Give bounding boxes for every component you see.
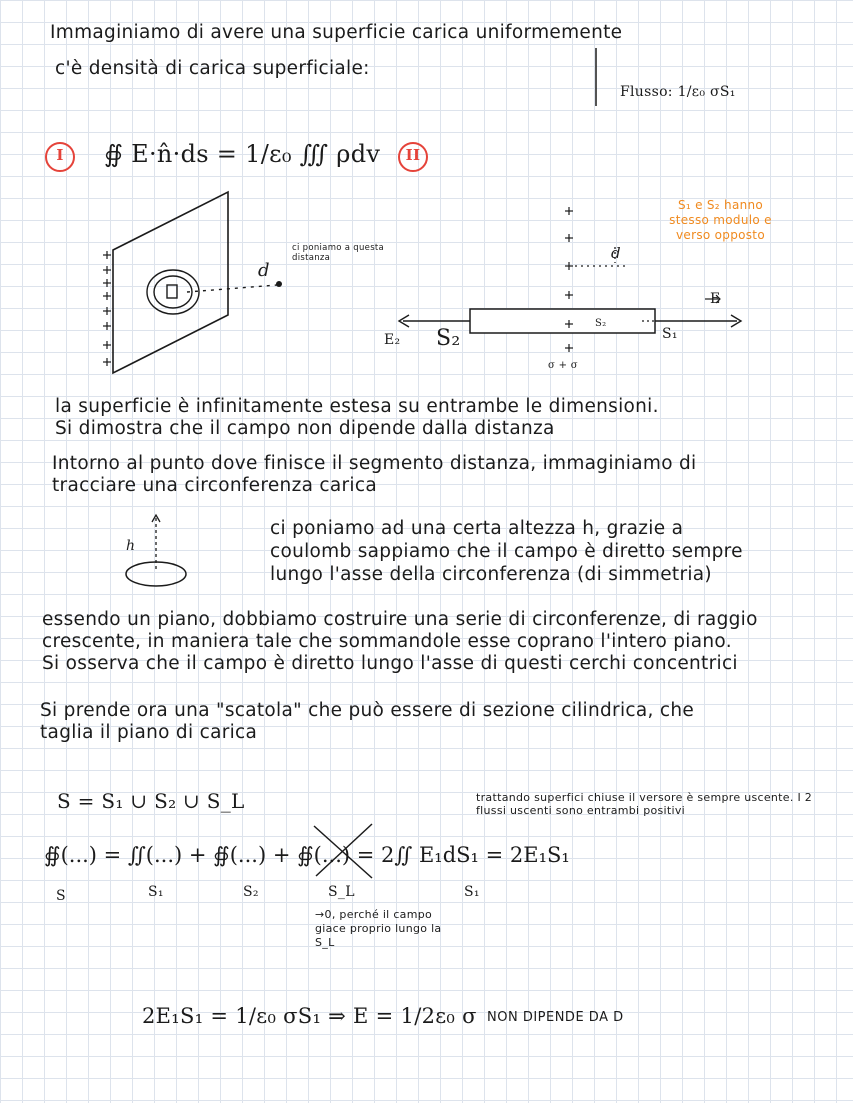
distance-d-right: d <box>611 244 621 262</box>
paragraph-infinite: la superficie è infinitamente estesa su entrambe le dimensioni. <box>55 396 659 417</box>
sub-S2: S₂ <box>243 884 259 900</box>
distance-note: ci poniamo a questa distanza <box>292 243 385 263</box>
paragraph-around: Intorno al punto dove finisce il segmento distanza, immaginiamo di <box>52 453 697 474</box>
integral-equation: ∯(...) = ∬(...) + ∯(...) + ∯(...) = 2∬ E₁dS₁ = 2E₁S₁ <box>44 843 570 867</box>
box-text-2: taglia il piano di carica <box>40 722 258 743</box>
paragraph-circle: tracciare una circonferenza carica <box>52 475 377 496</box>
E-vector-label: E <box>710 291 721 307</box>
density-line: c'è densità di carica superficiale: <box>55 58 370 79</box>
outgoing-note: trattando superfici chiuse il versore è sempre uscente. I 2 flussi uscenti sono entrambi positivi <box>476 791 813 817</box>
marker-II: II <box>405 146 421 164</box>
plane-text-1: essendo un piano, dobbiamo costruire una serie di circonferenze, di raggio <box>42 609 758 630</box>
E2-label: E₂ <box>384 332 401 348</box>
final-equation: 2E₁S₁ = 1/ε₀ σS₁ ⇒ E = 1/2ε₀ σ <box>142 1004 477 1028</box>
intro-line: Immaginiamo di avere una superficie carica uniformemente <box>50 22 623 43</box>
plane-text-3: Si osserva che il campo è diretto lungo l'asse di questi cerchi concentrici <box>42 653 738 674</box>
sub-S1-right: S₁ <box>464 884 480 900</box>
cancel-cross <box>310 822 380 882</box>
charged-plane-diagram <box>95 190 295 380</box>
ring-text-3: lungo l'asse della circonferenza (di simmetria) <box>270 564 712 585</box>
ring-text-1: ci poniamo ad una certa altezza h, grazie a <box>270 518 684 539</box>
sub-SL: S_L <box>328 884 355 900</box>
height-h: h <box>126 538 136 554</box>
box-text-1: Si prende ora una "scatola" che può essere di sezione cilindrica, che <box>40 700 695 721</box>
flux-formula: Flusso: 1/ε₀ σS₁ <box>620 84 736 100</box>
final-note: NON DIPENDE DA D <box>487 1010 624 1025</box>
S1-label: S₁ <box>662 326 678 342</box>
sub-S1: S₁ <box>148 884 164 900</box>
S2-small-label: S₂ <box>595 318 607 329</box>
paragraph-independent: Si dimostra che il campo non dipende dalla distanza <box>55 418 555 439</box>
ring-text-2: coulomb sappiamo che il campo è diretto sempre <box>270 541 743 562</box>
distance-d: d <box>258 260 270 281</box>
gauss-law: ∯ E·n̂·ds = 1/ε₀ ∭ ρdv <box>104 140 381 168</box>
divider <box>595 48 599 108</box>
S2-label: S₂ <box>436 326 461 351</box>
lateral-note: →0, perché il campo giace proprio lungo la S_L <box>315 908 442 949</box>
orange-note: S₁ e S₂ hanno stesso modulo e verso opposto <box>669 198 772 242</box>
sub-S: S <box>56 888 66 904</box>
surface-union: S = S₁ ∪ S₂ ∪ S_L <box>57 789 245 813</box>
marker-I: I <box>56 146 64 164</box>
sigma-sum-label: σ + σ <box>548 360 578 371</box>
plane-text-2: crescente, in maniera tale che sommandole esse coprano l'intero piano. <box>42 631 732 652</box>
